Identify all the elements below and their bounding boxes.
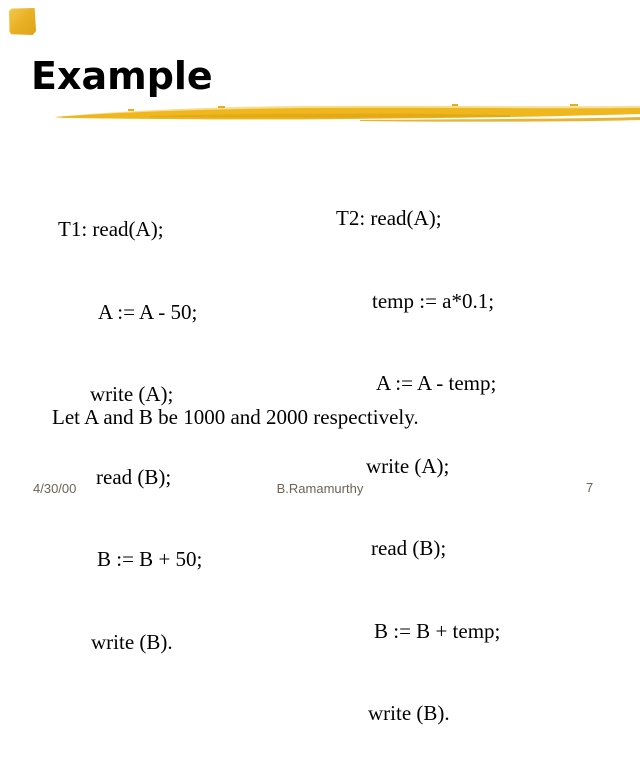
t2-code-line: temp := a*0.1; (372, 288, 495, 313)
t2-code-line: A := A - temp; (376, 371, 497, 395)
note-text: Let A and B be 1000 and 2000 respectively. (52, 405, 419, 429)
t2-code-line: B := B + temp; (374, 618, 501, 643)
footer-author: B.Ramamurthy (276, 481, 364, 496)
t2-code-line: read (B); (371, 536, 447, 560)
t2-code-line: write (A); (366, 453, 450, 478)
footer-date: 4/30/00 (33, 481, 77, 496)
t1-code-line: T1: read(A); (58, 217, 164, 241)
brush-stroke-underline-icon (50, 100, 640, 126)
footer-page-number: 7 (586, 480, 594, 495)
t1-code-line: A := A - 50; (98, 299, 198, 324)
transaction-t2-block (336, 150, 500, 783)
slide-footer (0, 480, 640, 500)
t1-code-line: write (B). (91, 629, 173, 654)
t1-code-line: write (A); (90, 382, 174, 406)
t1-code-line: B := B + 50; (97, 547, 203, 571)
corner-brush-square-icon (9, 8, 36, 35)
transaction-t1-block (58, 161, 202, 711)
t2-code-line: T2: read(A); (336, 206, 442, 230)
t2-code-line: write (B). (368, 701, 450, 725)
slide-title: Example (31, 54, 213, 98)
t1-code-line: read (B); (96, 464, 172, 489)
